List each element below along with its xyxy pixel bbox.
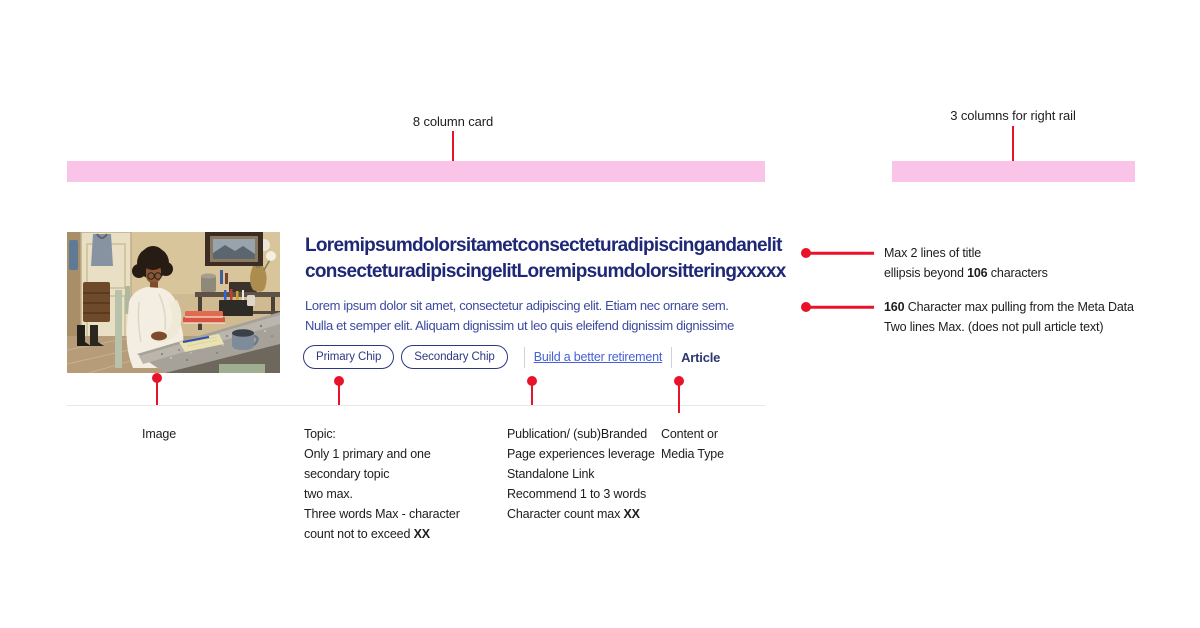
topic-note-line: Only 1 primary and one	[304, 447, 431, 461]
card-meta-row	[303, 344, 720, 370]
primary-topic-chip[interactable]: Primary Chip	[303, 345, 394, 369]
callout-line-publication	[531, 381, 533, 405]
card-description-line1: Lorem ipsum dolor sit amet, consectetur adipiscing elit. Etiam nec ornare sem.	[305, 298, 729, 313]
topic-note	[304, 424, 460, 544]
title-note	[884, 243, 1048, 283]
description-note	[884, 297, 1134, 337]
card-bottom-divider	[67, 405, 765, 406]
publication-note-line: Page experiences leverage	[507, 447, 655, 461]
eight-column-guide-bar	[67, 161, 765, 182]
topic-note-line: two max.	[304, 487, 353, 501]
secondary-topic-chip[interactable]: Secondary Chip	[401, 345, 507, 369]
card-photo-illustration	[67, 232, 280, 373]
image-note: Image	[142, 427, 176, 441]
card-description	[305, 296, 805, 336]
content-type-note	[661, 424, 724, 464]
publication-note-line: Recommend 1 to 3 words	[507, 487, 647, 501]
eight-column-card-label: 8 column card	[412, 114, 494, 129]
right-rail-guide-bar	[892, 161, 1135, 182]
meta-divider	[524, 347, 525, 368]
card-title-line2: consecteturadipiscingelitLoremipsumdolorsitteringxxxxx	[305, 261, 786, 282]
content-type-note-line1: Content or	[661, 427, 718, 441]
callout-line-content-type	[678, 381, 680, 413]
card-title-line1: Loremipsumdolorsitametconsecteturadipiscingandanelit	[305, 235, 782, 256]
callout-line-image	[156, 378, 158, 405]
publication-note-last-line: Character count max XX	[507, 507, 640, 521]
topic-note-line: Three words Max - character	[304, 507, 460, 521]
description-note-line2: Two lines Max. (does not pull article text)	[884, 320, 1104, 334]
publication-note	[507, 424, 655, 524]
content-type-label: Article	[681, 349, 721, 365]
meta-divider	[671, 347, 672, 368]
card-image[interactable]	[67, 232, 280, 373]
content-type-note-line2: Media Type	[661, 447, 724, 461]
publication-note-line: Publication/ (sub)Branded	[507, 427, 648, 441]
title-note-line2: ellipsis beyond 106 characters	[884, 266, 1048, 280]
card-description-line2: Nulla et semper elit. Aliquam dignissim ut leo quis eleifend dignissim dignissime	[305, 318, 735, 333]
topic-note-line: Topic:	[304, 427, 336, 441]
callout-line-topic	[338, 381, 340, 405]
callout-line-description	[806, 306, 874, 309]
title-note-line1: Max 2 lines of title	[884, 246, 982, 260]
publication-link[interactable]: Build a better retirement	[533, 350, 663, 364]
topic-note-line: secondary topic	[304, 467, 390, 481]
card-title[interactable]	[305, 233, 825, 285]
publication-note-line: Standalone Link	[507, 467, 595, 481]
right-rail-label: 3 columns for right rail	[950, 108, 1076, 123]
callout-line-title	[806, 252, 874, 255]
topic-note-last-line: count not to exceed XX	[304, 527, 430, 541]
description-note-line1: 160 Character max pulling from the Meta Data	[884, 300, 1134, 314]
